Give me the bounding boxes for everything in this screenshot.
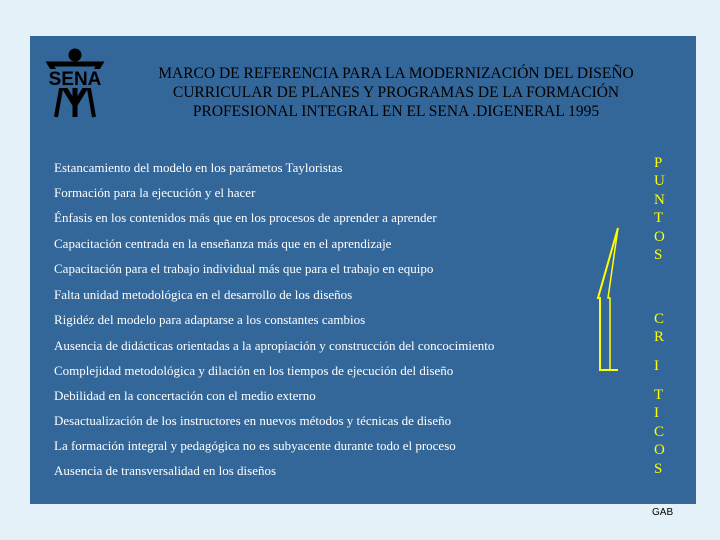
- vertical-word-ticos: [654, 386, 668, 478]
- vertical-letter: T: [654, 387, 664, 403]
- list-item: Estancamiento del modelo en los parámetos Tayloristas: [54, 160, 343, 175]
- list-item: Rigidéz del modelo para adaptarse a los constantes cambios: [54, 312, 366, 327]
- vertical-letter: S: [654, 247, 663, 264]
- vertical-letter: C: [654, 311, 665, 327]
- list-item: La formación integral y pedagógica no es subyacente durante todo el proceso: [54, 438, 456, 453]
- vertical-letter: S: [654, 460, 663, 477]
- list-item: Debilidad en la concertación con el medio externo: [54, 388, 316, 403]
- list-item: Énfasis en los contenidos más que en los procesos de aprender a aprender: [54, 210, 437, 225]
- vertical-word-puntos: [654, 154, 668, 264]
- list-item: Falta unidad metodológica en el desarrollo de los diseños: [54, 287, 353, 302]
- list-item: Ausencia de didácticas orientadas a la apropiación y construcción del concocimiento: [54, 338, 495, 353]
- vertical-letter: I: [654, 405, 659, 422]
- sena-logo: [34, 47, 116, 119]
- vertical-word-cr: [654, 310, 668, 347]
- svg-text:SENA: SENA: [48, 69, 102, 90]
- vertical-letter: O: [654, 228, 665, 245]
- vertical-letter: I: [654, 358, 659, 374]
- vertical-letter: P: [654, 155, 663, 171]
- vertical-letter: O: [654, 442, 665, 459]
- vertical-word-i: [654, 357, 668, 375]
- vertical-letter: R: [654, 329, 665, 346]
- list-item: Capacitación centrada en la enseñanza más que en el aprendizaje: [54, 236, 392, 251]
- vertical-letter: C: [654, 423, 665, 440]
- left-arrow-icon: [590, 224, 624, 380]
- slide-title: [126, 64, 666, 121]
- list-item: Complejidad metodológica y dilación en los tiempos de ejecución del diseño: [54, 363, 454, 378]
- footer-label: GAB: [652, 507, 674, 518]
- list-item: Capacitación para el trabajo individual más que para el trabajo en equipo: [54, 261, 434, 276]
- title-line: MARCO DE REFERENCIA PARA LA MODERNIZACIÓN DEL DISEÑO: [158, 65, 634, 82]
- title-line: PROFESIONAL INTEGRAL EN EL SENA .DIGENERAL 1995: [192, 103, 600, 120]
- list-item: Desactualización de los instructores en nuevos métodos y técnicas de diseño: [54, 413, 452, 428]
- vertical-letter: U: [654, 173, 665, 190]
- vertical-letter: N: [654, 191, 665, 208]
- list-item: Ausencia de transversalidad en los diseños: [54, 463, 277, 478]
- title-line: CURRICULAR DE PLANES Y PROGRAMAS DE LA FORMACIÓN: [172, 84, 620, 101]
- list-item: Formación para la ejecución y el hacer: [54, 185, 256, 200]
- vertical-letter: T: [654, 210, 664, 227]
